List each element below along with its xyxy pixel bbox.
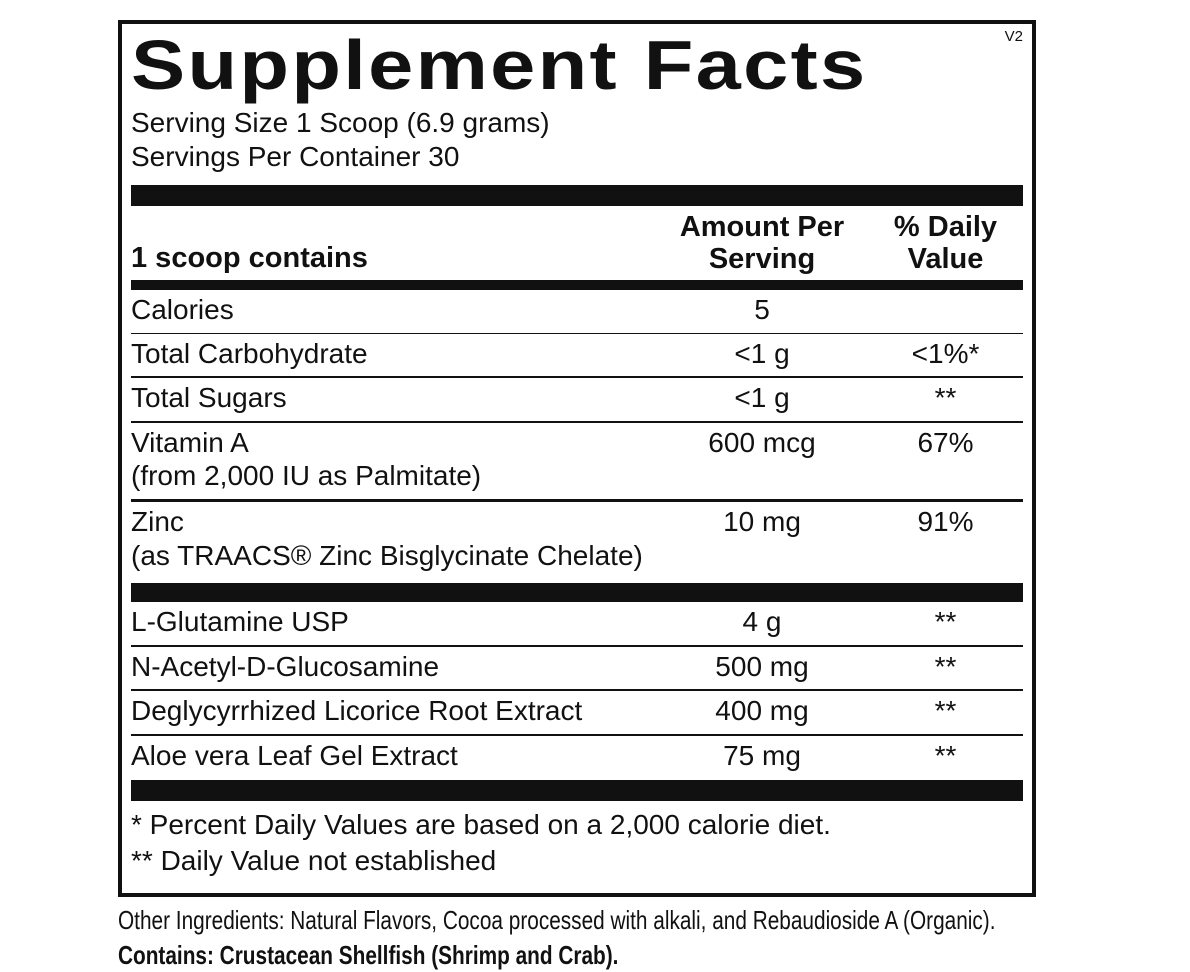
nutrient-amount: 600 mcg [708,426,816,458]
other-ingredients-text: Other Ingredients: Natural Flavors, Cocoa processed with alkali, and Rebaudioside A (Organic). [118,905,996,936]
contains-allergen-text: Contains: Crustacean Shellfish (Shrimp and Crab). [118,939,619,970]
nutrient-name: Deglycyrrhized Licorice Root Extract [131,695,583,727]
nutrient-source-note: (from 2,000 IU as Palmitate) [131,460,482,492]
nutrient-name: Zinc [131,505,184,537]
column-header-row [131,206,1023,280]
column-header-amount-line2: Serving [708,242,816,275]
footnote-daily-value: * Percent Daily Values are based on a 2,000 calorie diet. [131,809,831,841]
nutrient-amount: 10 mg [723,505,801,537]
nutrient-row-aloe-vera [131,736,1023,779]
nutrient-amount: 500 mg [715,650,809,682]
column-header-daily-value [868,212,1023,275]
nutrient-name: Aloe vera Leaf Gel Extract [131,739,458,771]
serving-info [131,106,1023,174]
nutrient-daily-value: ** [934,606,957,638]
serving-size-text: Serving Size 1 Scoop (6.9 grams) [131,107,550,138]
nutrient-name: Total Carbohydrate [131,337,368,369]
nutrient-daily-value: ** [934,739,957,771]
column-header-contains: 1 scoop contains [131,241,368,274]
nutrient-amount: <1 g [734,337,790,369]
below-label-text [118,904,1036,972]
version-tag: V2 [1004,28,1023,45]
divider-bar-top [131,185,1023,206]
nutrient-daily-value: ** [934,650,957,682]
column-header-amount [656,212,868,275]
label-title: Supplement Facts [131,26,868,104]
nutrient-row-total-carbohydrate [131,334,1023,379]
nutrient-row-n-acetyl-d-glucosamine [131,647,1023,692]
footnote-divider-bar [131,780,1023,801]
nutrient-daily-value: <1%* [911,337,980,369]
nutrient-row-total-sugars [131,378,1023,423]
footnotes [131,801,1023,883]
nutrient-name: L-Glutamine USP [131,606,349,638]
nutrient-amount: 5 [754,293,770,325]
column-header-dv-line1: % Daily [893,211,998,244]
nutrient-amount: 400 mg [715,695,809,727]
nutrient-name-block [131,505,656,572]
header-underline-bar [131,280,1023,290]
nutrient-row-licorice-root-extract [131,691,1023,736]
nutrient-daily-value: 67% [917,426,974,458]
servings-per-container-text: Servings Per Container 30 [131,141,460,173]
footnote-not-established: ** Daily Value not established [131,845,497,877]
column-header-amount-line1: Amount Per [679,211,845,244]
nutrient-row-l-glutamine [131,602,1023,647]
title-row [131,26,1023,104]
nutrient-name: Total Sugars [131,382,287,414]
nutrient-amount: <1 g [734,382,790,414]
nutrient-daily-value: ** [934,695,957,727]
nutrient-row-calories [131,290,1023,334]
nutrient-row-zinc [131,502,1023,578]
supplement-facts-panel [118,20,1036,972]
nutrient-amount: 4 g [742,606,782,638]
section-divider-bar [131,583,1023,602]
nutrient-daily-value: 91% [917,505,974,537]
nutrient-daily-value: ** [934,382,957,414]
nutrient-amount: 75 mg [723,739,801,771]
nutrient-name: N-Acetyl-D-Glucosamine [131,650,440,682]
supplement-facts-box [118,20,1036,897]
nutrient-name: Vitamin A [131,426,249,458]
nutrient-row-vitamin-a [131,423,1023,502]
nutrient-name-block [131,426,656,493]
nutrient-name: Calories [131,293,234,325]
nutrient-source-note: (as TRAACS® Zinc Bisglycinate Chelate) [131,539,643,571]
column-header-dv-line2: Value [907,242,984,275]
